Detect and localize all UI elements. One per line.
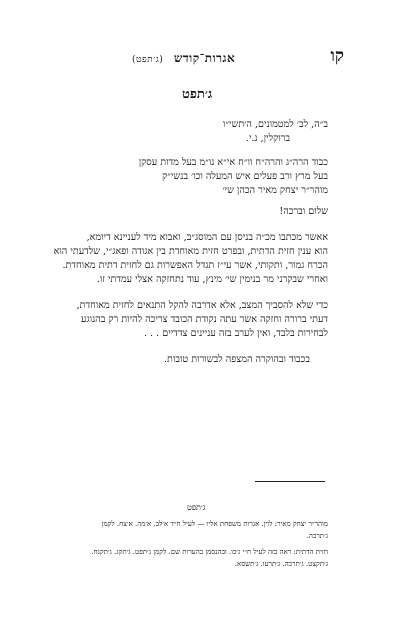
- running-header: [132, 51, 235, 66]
- place-line: ברוקלין, נ.י.: [245, 133, 290, 144]
- greeting: שלום וברכה!: [279, 206, 328, 217]
- running-code: (ג׳תפט): [132, 55, 164, 65]
- paragraph-line: לבחירות בלבד, ואין לערב בזה עניינים צדדיים . . .: [143, 328, 328, 339]
- closing-line: בכבוד ובהוקרה המצפה לבשורות טובות.: [163, 354, 310, 365]
- salutation-line: בעל מרץ ורב פעלים איש המעלה וכו׳ בנשי״ק: [162, 171, 328, 182]
- notes-heading: ג׳תפט: [187, 503, 206, 512]
- paragraph-line: דעתי ברורה וחזקה אשר עתה נקודת הכובד צריכה להיות רק בהנוגע: [81, 314, 328, 325]
- paragraph-line: ואחרי שבקרני מר בנימין שי׳ מינץ, עוד נתחזקה אצלי עמדתי זו.: [96, 274, 328, 285]
- footnote-divider: [255, 481, 325, 482]
- paragraph-line: הוא ענין חזית הדתית, ובפרט חזית מאוחדת בין אגודה ופאג״י, שלדעתי הוא: [53, 246, 328, 257]
- salutation-line: כבוד הרה״ג והרה״ח וו״ח אי״א נו״מ בעל מדות עסקן: [138, 157, 328, 168]
- page-number: קו: [330, 46, 344, 66]
- paragraph-line: כדי שלא להסביך המצב, אלא אדרבה להקל התנאים לחזית מאוחדת,: [76, 300, 328, 311]
- running-title: אגרות־קודש: [173, 51, 236, 65]
- paragraph-line: אאשר מכתבו מכ״ה בניסן עם המוסג״ב, ואבוא מיד לעניינא דיומא,: [86, 232, 328, 243]
- footnote-line: חזית הדתית: ראה בזה לעיל ח״י ג׳כו. ובהנסמן בהערות שם. לקמן ג׳תפט. ג׳תקג. ג׳תקנח.: [91, 548, 328, 556]
- date-line: ב״ה, לב׳ למטמונים, ה׳תשי״ו: [222, 119, 328, 130]
- salutation-line: מוהר״ר יצחק מאיר הכהן שי׳: [222, 185, 328, 196]
- paragraph-line: הכרח גמור, ותקותי, אשר עי״ז תגדל האפשרות גם לחזית דתית מאוחדת.: [62, 260, 328, 271]
- footnote-line: מוהר״ר יצחק מאיר: לוין. אגרות משפחת אליו — לעיל ח״ד א׳לב. א׳מה. א׳צח. לקמן: [101, 520, 328, 528]
- letter-number: ג׳תפט: [182, 87, 213, 102]
- footnote-line: ג׳תרכה.: [306, 532, 328, 540]
- footnote-line: ג׳תקצט. ג׳תרכה. ג׳תרעו. ג׳תשסא.: [234, 560, 328, 568]
